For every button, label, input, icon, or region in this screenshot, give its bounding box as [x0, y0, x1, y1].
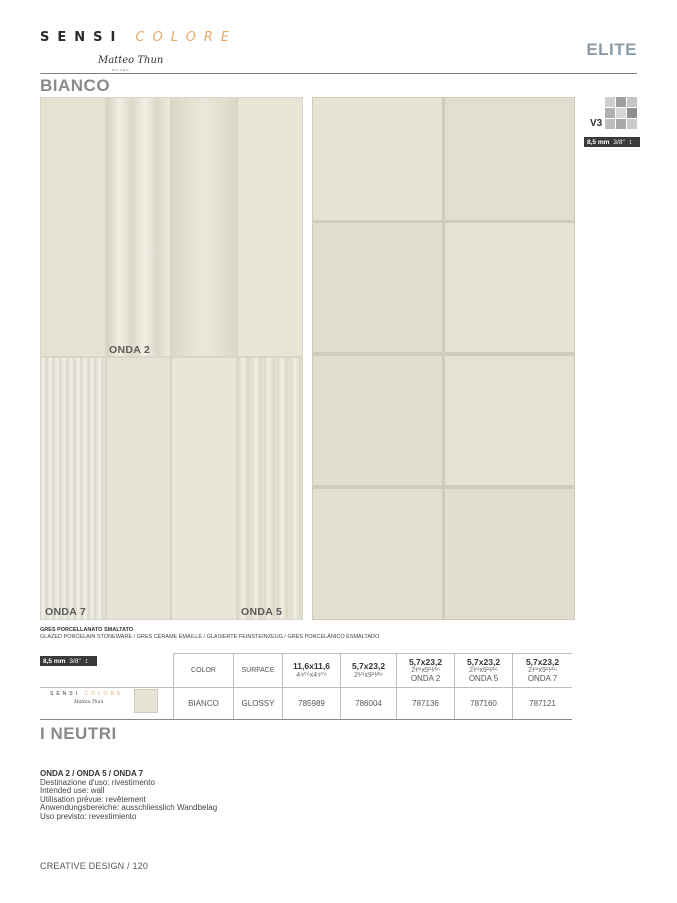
size-inch: 2¹⁄⁴x9¹¹⁄¹⁶: [354, 671, 383, 679]
usage-block: [40, 770, 217, 821]
color-swatch: [134, 689, 158, 713]
usage-line: Uso previsto: revestimiento: [40, 811, 137, 821]
tile-photo-strips: [40, 97, 303, 620]
tile-strip: [107, 358, 170, 619]
tile-photo-squares: [312, 97, 575, 620]
row-surface: GLOSSY: [241, 699, 275, 708]
square-tile: [445, 489, 574, 619]
row-code: 785989: [298, 699, 325, 708]
square-tile: [313, 489, 442, 619]
table-rule: [40, 719, 572, 720]
size-name: ONDA 7: [527, 674, 558, 684]
row-color: BIANCO: [188, 699, 219, 708]
material-translations: GLAZED PORCELAIN STONEWARE / GRES CÉRAME ÉMAILLÉ / GLASIERTE FEINSTEINZEUG / GRES PORCELÁNICO ESMALTADO: [40, 634, 380, 640]
size-inch: 2¹⁄⁴x9¹¹⁄¹⁶: [528, 667, 557, 675]
size-inch: 4⁴⁄⁷⁶x4⁴⁄⁷⁶: [296, 671, 327, 679]
square-tile: [313, 356, 442, 485]
product-table: [40, 653, 572, 719]
size-name: ONDA 5: [468, 674, 499, 684]
square-tile: [313, 223, 442, 352]
thickness-badge: [584, 137, 640, 147]
size-cm: 11,6x11,6: [293, 661, 330, 672]
usage-title: ONDA 2 / ONDA 5 / ONDA 7: [40, 769, 144, 778]
series-title: ELITE: [586, 40, 637, 59]
color-title: BIANCO: [40, 76, 111, 95]
size-name: ONDA 2: [410, 674, 441, 684]
size-inch: 2¹⁄⁴x9¹¹⁄¹⁶: [411, 667, 440, 675]
row-code: 787136: [412, 699, 439, 708]
page-footer: CREATIVE DESIGN / 120: [40, 861, 149, 871]
row-designer-signature: Matteo Thun: [74, 700, 104, 705]
size-cm: 5,7x23,2: [408, 656, 443, 667]
tile-strip-onda5: [238, 358, 302, 619]
usage-line: Intended use: wall: [40, 786, 105, 795]
thickness-badge: [40, 656, 97, 666]
brand-logo: [40, 30, 237, 45]
row-code: 786004: [355, 699, 382, 708]
shade-variation-label: V3: [590, 118, 603, 129]
square-tile: [445, 356, 574, 485]
header-size-2: [341, 654, 396, 687]
material-title: GRES PORCELLANATO SMALTATO: [40, 627, 134, 633]
header-divider: [40, 73, 637, 74]
square-tile: [445, 98, 574, 220]
size-cm: 5,7x23,2: [466, 656, 501, 667]
thickness-imperial: 3/8": [613, 138, 625, 146]
thickness-metric: 8,5 mm: [43, 657, 66, 665]
tile-label-onda5: ONDA 5: [241, 606, 283, 618]
brand-colore: COLORE: [135, 30, 238, 45]
header-size-onda5: [455, 654, 512, 687]
tile-label-onda7: ONDA 7: [45, 606, 87, 618]
thickness-imperial: 3/8": [69, 657, 81, 665]
thickness-arrow-icon: ↕: [84, 657, 89, 665]
thickness-arrow-icon: ↕: [628, 138, 633, 146]
tile-strip: [238, 98, 302, 356]
usage-line: Utilisation prévue: revêtement: [40, 794, 146, 804]
header-size-onda7: [513, 654, 572, 687]
size-cm: 5,7x23,2: [525, 656, 560, 667]
header-size-onda2: [397, 654, 454, 687]
header-color: COLOR: [191, 667, 216, 674]
tile-label-onda2: ONDA 2: [109, 344, 151, 356]
square-tile: [445, 223, 574, 352]
group-title: I NEUTRI: [40, 724, 117, 743]
usage-line: Anwendungsbereiche: ausschliesslich Wandbelag: [40, 803, 218, 812]
brand-sensi: SENSI: [40, 30, 124, 45]
shade-variation-icon: [605, 97, 637, 129]
row-code: 787160: [470, 699, 497, 708]
tile-strip-onda2: [107, 98, 170, 356]
thickness-metric: 8,5 mm: [587, 138, 610, 146]
designer-signature: Matteo Thun: [98, 55, 164, 66]
tile-strip: [172, 98, 236, 356]
row-brand-logo: SENSI COLORE: [50, 691, 124, 697]
tile-strip: [41, 98, 105, 356]
tile-strip-onda7: [41, 358, 105, 619]
size-cm: 5,7x23,2: [351, 661, 386, 672]
designer-city: MILANO: [112, 68, 130, 72]
size-inch: 2¹⁄⁴x9¹¹⁄¹⁶: [469, 667, 498, 675]
usage-line: Destinazione d'uso: rivestimento: [40, 777, 155, 787]
header-surface: SURFACE: [241, 667, 275, 674]
row-code: 787121: [529, 699, 556, 708]
tile-strip: [172, 358, 236, 619]
square-tile: [313, 98, 442, 220]
header-size-1: [283, 654, 340, 687]
